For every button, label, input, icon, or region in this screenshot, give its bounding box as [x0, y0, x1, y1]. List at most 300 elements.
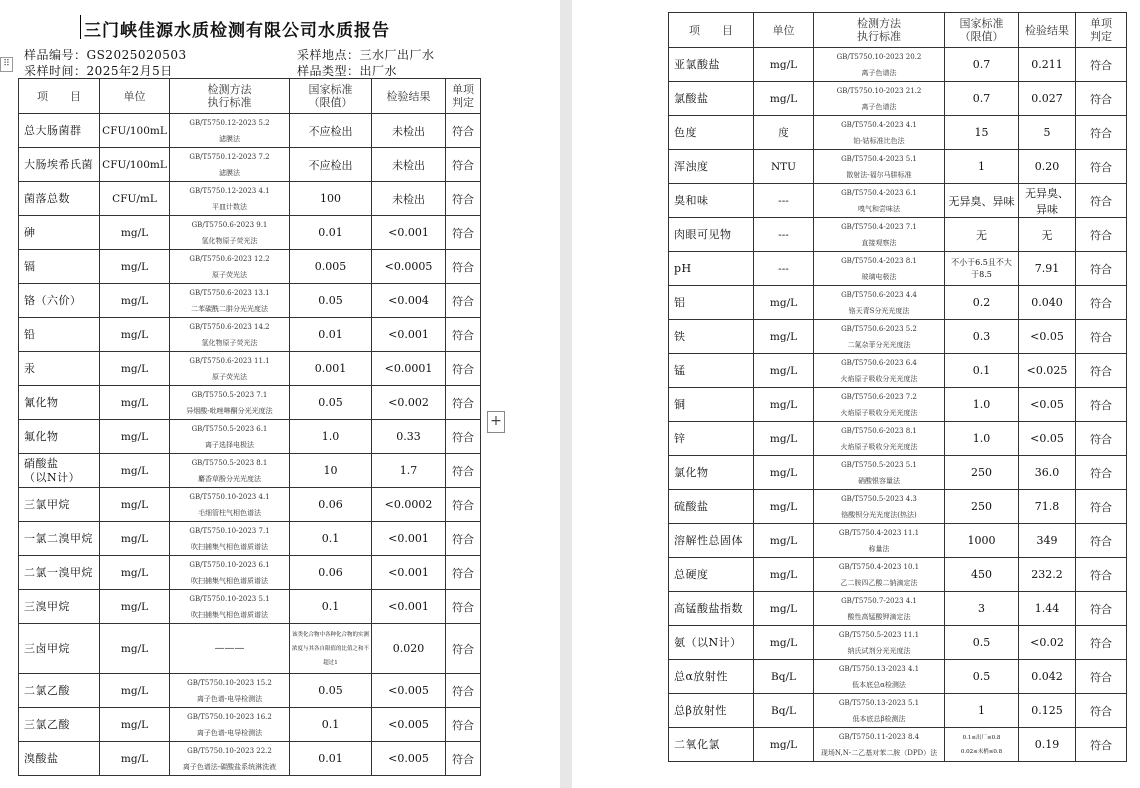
cell-limit: 1.0 [945, 422, 1019, 456]
cell-result: 0.33 [372, 420, 446, 454]
cell-method [814, 660, 945, 694]
cell-limit: 不应检出 [290, 114, 372, 148]
table-row [669, 184, 1127, 218]
sample-place: 采样地点：三水厂出厂水 [297, 48, 435, 62]
cell-limit: 0.7 [945, 82, 1019, 116]
cell-result: <0.05 [1019, 388, 1076, 422]
cell-unit: mg/L [754, 354, 814, 388]
cell-judge: 符合 [1076, 524, 1127, 558]
cell-method [170, 708, 290, 742]
cell-method [814, 626, 945, 660]
cell-result: 0.020 [372, 624, 446, 674]
cell-item: 铬（六价） [19, 284, 100, 318]
cell-judge: 符合 [1076, 184, 1127, 218]
results-table-left [18, 78, 481, 776]
method-standard: GB/T5750.10-2023 21.2 [836, 86, 922, 95]
cell-item: 二氯乙酸 [19, 674, 100, 708]
header-method: 检测方法 执行标准 [814, 13, 945, 48]
method-name: 滤膜法 [219, 168, 240, 177]
table-header-row [19, 79, 481, 114]
cell-judge: 符合 [1076, 660, 1127, 694]
cell-unit: mg/L [754, 320, 814, 354]
method-standard: GB/T5750.5-2023 11.1 [838, 630, 920, 639]
cell-judge: 符合 [1076, 694, 1127, 728]
cell-item: 三氯甲烷 [19, 488, 100, 522]
cell-result: <0.001 [372, 556, 446, 590]
cell-result: <0.001 [372, 522, 446, 556]
method-name: 麝香草酚分光光度法 [198, 474, 261, 483]
method-standard: GB/T5750.4-2023 4.1 [841, 120, 917, 129]
cell-limit: 0.1≤出厂≤0.8 0.02≤末梢≤0.8 [945, 728, 1019, 762]
table-row [669, 48, 1127, 82]
cell-item: 氨（以N计） [669, 626, 754, 660]
method-standard: GB/T5750.4-2023 11.1 [838, 528, 920, 537]
cell-unit: NTU [754, 150, 814, 184]
header-result: 检验结果 [1019, 13, 1076, 48]
cell-result: 无 [1019, 218, 1076, 252]
cell-judge: 符合 [1076, 218, 1127, 252]
cell-limit: 1.0 [945, 388, 1019, 422]
table-row [669, 422, 1127, 456]
method-standard: GB/T5750.5-2023 7.1 [191, 390, 268, 399]
table-row [19, 590, 481, 624]
method-standard: GB/T5750.5-2023 4.3 [841, 494, 917, 503]
cell-unit: Bq/L [754, 694, 814, 728]
header-judge: 单项 判定 [1076, 13, 1127, 48]
cell-limit: 无 [945, 218, 1019, 252]
table-row [19, 250, 481, 284]
cell-limit: 0.06 [290, 556, 372, 590]
cell-judge: 符合 [446, 386, 481, 420]
text-cursor [80, 15, 81, 39]
cell-unit: mg/L [754, 592, 814, 626]
cell-unit: mg/L [100, 674, 170, 708]
table-row [19, 454, 481, 488]
cell-result: <0.05 [1019, 320, 1076, 354]
cell-method [170, 114, 290, 148]
method-name: 低本底总α检测法 [852, 680, 906, 689]
method-name: 氢化物原子荧光法 [201, 338, 258, 347]
table-row [669, 592, 1127, 626]
cell-result: <0.0001 [372, 352, 446, 386]
cell-limit: 0.01 [290, 742, 372, 776]
method-standard: GB/T5750.4-2023 5.1 [841, 154, 917, 163]
cell-item: 总α放射性 [669, 660, 754, 694]
cell-judge: 符合 [1076, 48, 1127, 82]
cell-unit: mg/L [100, 216, 170, 250]
cell-method [170, 318, 290, 352]
cell-unit: mg/L [100, 352, 170, 386]
cell-item: 铅 [19, 318, 100, 352]
cell-item: 硝酸盐 （以N计） [19, 454, 100, 488]
method-standard: GB/T5750.10-2023 16.2 [187, 712, 272, 721]
cell-item: 氟化物 [19, 420, 100, 454]
cell-method [814, 592, 945, 626]
method-standard: GB/T5750.10-2023 5.1 [189, 594, 270, 603]
cell-limit: 该类化合物中各种化合物的实测浓度与其各自限值的比值之和不超过1 [290, 624, 372, 674]
method-name: 二氮杂菲分光光度法 [847, 340, 911, 349]
cell-unit: mg/L [100, 742, 170, 776]
cell-judge: 符合 [1076, 728, 1127, 762]
table-row [19, 624, 481, 674]
method-name: 二苯碳酰二肼分光光度法 [191, 304, 268, 313]
table-move-handle-icon[interactable]: ⠿ [0, 57, 13, 72]
cell-item: pH [669, 252, 754, 286]
cell-result: <0.005 [372, 742, 446, 776]
cell-result: <0.025 [1019, 354, 1076, 388]
method-name: 吹扫捕集气相色谱质谱法 [191, 576, 268, 585]
table-row [669, 354, 1127, 388]
method-name: 离子色谱法-碳酸盐系统淋洗液 [182, 762, 277, 771]
cell-method [814, 558, 945, 592]
header-method: 检测方法 执行标准 [170, 79, 290, 114]
method-standard: GB/T5750.12-2023 7.2 [189, 152, 270, 161]
method-name: 现场N,N-二乙基对苯二胺（DPD）法 [820, 748, 938, 757]
cell-limit: 0.01 [290, 318, 372, 352]
cell-method [814, 116, 945, 150]
cell-item: 亚氯酸盐 [669, 48, 754, 82]
cell-judge: 符合 [446, 674, 481, 708]
cell-item: 镉 [19, 250, 100, 284]
cell-result: <0.0002 [372, 488, 446, 522]
cell-item: 溴酸盐 [19, 742, 100, 776]
cell-unit: mg/L [100, 386, 170, 420]
cell-method [170, 250, 290, 284]
table-row [669, 82, 1127, 116]
cell-limit: 0.1 [290, 708, 372, 742]
cell-result: 1.7 [372, 454, 446, 488]
cell-method [170, 352, 290, 386]
method-standard: GB/T5750.10-2023 15.2 [187, 678, 272, 687]
cell-judge: 符合 [446, 216, 481, 250]
method-standard: GB/T5750.6-2023 6.4 [841, 358, 917, 367]
cell-item: 三溴甲烷 [19, 590, 100, 624]
cell-method [814, 184, 945, 218]
table-header-row [669, 13, 1127, 48]
cell-result: <0.004 [372, 284, 446, 318]
table-row [669, 218, 1127, 252]
table-row [669, 558, 1127, 592]
cell-judge: 符合 [1076, 422, 1127, 456]
method-standard: GB/T5750.12-2023 4.1 [189, 186, 270, 195]
table-row [19, 114, 481, 148]
method-name: 离子色谱-电导检测法 [196, 694, 263, 703]
cell-limit: 0.005 [290, 250, 372, 284]
cell-item: 溶解性总固体 [669, 524, 754, 558]
cell-result: 0.042 [1019, 660, 1076, 694]
cell-item: 铜 [669, 388, 754, 422]
method-name: 原子荧光法 [212, 270, 247, 279]
table-row [19, 674, 481, 708]
cell-limit: 3 [945, 592, 1019, 626]
cell-method [170, 182, 290, 216]
method-standard: GB/T5750.6-2023 4.4 [841, 290, 917, 299]
cell-judge: 符合 [1076, 150, 1127, 184]
cell-limit: 10 [290, 454, 372, 488]
cell-judge: 符合 [446, 556, 481, 590]
cell-method [170, 216, 290, 250]
method-name: 直接观察法 [861, 238, 897, 247]
cell-unit: mg/L [100, 318, 170, 352]
cell-limit: 250 [945, 456, 1019, 490]
cell-result: <0.001 [372, 590, 446, 624]
cell-judge: 符合 [446, 182, 481, 216]
cell-limit: 1 [945, 694, 1019, 728]
cell-unit: mg/L [100, 522, 170, 556]
cell-unit: mg/L [100, 454, 170, 488]
cell-unit: mg/L [754, 48, 814, 82]
table-row [19, 352, 481, 386]
table-row [669, 626, 1127, 660]
method-name: 离子色谱法 [861, 102, 897, 111]
cell-result: 232.2 [1019, 558, 1076, 592]
cell-limit: 0.001 [290, 352, 372, 386]
cell-judge: 符合 [1076, 558, 1127, 592]
cell-method [814, 422, 945, 456]
cell-result: <0.001 [372, 216, 446, 250]
cell-judge: 符合 [446, 420, 481, 454]
cell-item: 氰化物 [19, 386, 100, 420]
cell-method [814, 524, 945, 558]
cell-judge: 符合 [446, 148, 481, 182]
method-standard: GB/T5750.6-2023 14.2 [189, 322, 270, 331]
cell-result: 0.040 [1019, 286, 1076, 320]
header-limit: 国家标准 （限值） [945, 13, 1019, 48]
method-standard: GB/T5750.11-2023 8.4 [838, 732, 920, 741]
method-name: 铬酸钡分光光度法(热法) [841, 510, 917, 519]
method-standard: GB/T5750.4-2023 10.1 [838, 562, 920, 571]
cell-result: 36.0 [1019, 456, 1076, 490]
cell-unit: mg/L [100, 284, 170, 318]
cell-item: 砷 [19, 216, 100, 250]
table-row [669, 116, 1127, 150]
header-result: 检验结果 [372, 79, 446, 114]
method-name: 火焰原子吸收分光光度法 [840, 408, 918, 417]
cell-item: 一氯二溴甲烷 [19, 522, 100, 556]
cell-method [814, 354, 945, 388]
cell-limit: 0.3 [945, 320, 1019, 354]
add-row-button[interactable]: + [487, 411, 505, 433]
cell-result: 0.125 [1019, 694, 1076, 728]
method-name: 氢化物原子荧光法 [201, 236, 258, 245]
method-standard: GB/T5750.6-2023 7.2 [841, 392, 917, 401]
method-name: 离子选择电极法 [205, 440, 254, 449]
cell-limit: 100 [290, 182, 372, 216]
cell-unit: mg/L [754, 422, 814, 456]
cell-result: 未检出 [372, 114, 446, 148]
table-row [669, 490, 1127, 524]
header-unit: 单位 [100, 79, 170, 114]
cell-limit: 250 [945, 490, 1019, 524]
cell-method [170, 590, 290, 624]
cell-judge: 符合 [1076, 354, 1127, 388]
cell-judge: 符合 [1076, 320, 1127, 354]
method-name: 毛细管柱气相色谱法 [198, 508, 261, 517]
method-standard: GB/T5750.10-2023 20.2 [836, 52, 922, 61]
cell-result: 0.027 [1019, 82, 1076, 116]
method-name: 异烟酸-吡唑啉酮分光光度法 [186, 406, 273, 415]
cell-item: 二氧化氯 [669, 728, 754, 762]
cell-method [814, 320, 945, 354]
cell-result: <0.005 [372, 674, 446, 708]
method-standard: GB/T5750.5-2023 5.1 [841, 460, 917, 469]
method-name: 吹扫捕集气相色谱质谱法 [191, 542, 268, 551]
sample-time: 采样时间：2025年2月5日 [24, 64, 173, 78]
table-row [669, 694, 1127, 728]
cell-unit: mg/L [100, 250, 170, 284]
table-row [19, 386, 481, 420]
cell-limit: 450 [945, 558, 1019, 592]
method-name: 散射法-福尔马肼标准 [846, 170, 912, 179]
cell-judge: 符合 [1076, 626, 1127, 660]
cell-limit: 0.05 [290, 386, 372, 420]
table-row [19, 522, 481, 556]
cell-unit: mg/L [754, 558, 814, 592]
method-standard: GB/T5750.10-2023 4.1 [189, 492, 270, 501]
cell-unit: mg/L [754, 728, 814, 762]
cell-method [814, 456, 945, 490]
cell-result: 1.44 [1019, 592, 1076, 626]
cell-judge: 符合 [1076, 388, 1127, 422]
table-row [19, 148, 481, 182]
cell-limit: 不应检出 [290, 148, 372, 182]
cell-judge: 符合 [446, 522, 481, 556]
cell-unit: mg/L [754, 82, 814, 116]
method-name: 硝酸银容量法 [858, 476, 900, 485]
cell-item: 总大肠菌群 [19, 114, 100, 148]
method-standard: GB/T5750.5-2023 8.1 [191, 458, 268, 467]
cell-result: 未检出 [372, 182, 446, 216]
cell-result: <0.05 [1019, 422, 1076, 456]
table-row [19, 216, 481, 250]
cell-result: 5 [1019, 116, 1076, 150]
cell-method [170, 454, 290, 488]
cell-unit: CFU/100mL [100, 148, 170, 182]
cell-judge: 符合 [446, 250, 481, 284]
cell-method [814, 48, 945, 82]
cell-limit: 1 [945, 150, 1019, 184]
method-standard: GB/T5750.4-2023 8.1 [841, 256, 917, 265]
cell-judge: 符合 [1076, 286, 1127, 320]
results-table-right [668, 12, 1127, 762]
cell-method [170, 674, 290, 708]
table-row [19, 318, 481, 352]
cell-limit: 0.05 [290, 674, 372, 708]
cell-method [814, 388, 945, 422]
cell-unit: CFU/mL [100, 182, 170, 216]
table-row [19, 182, 481, 216]
cell-item: 汞 [19, 352, 100, 386]
cell-judge: 符合 [446, 284, 481, 318]
cell-item: 大肠埃希氏菌 [19, 148, 100, 182]
cell-method [170, 148, 290, 182]
cell-item: 肉眼可见物 [669, 218, 754, 252]
header-unit: 单位 [754, 13, 814, 48]
cell-unit: mg/L [754, 626, 814, 660]
cell-result: <0.001 [372, 318, 446, 352]
cell-limit: 无异臭、异味 [945, 184, 1019, 218]
method-standard: GB/T5750.6-2023 8.1 [841, 426, 917, 435]
cell-result: 349 [1019, 524, 1076, 558]
method-name: 吹扫捕集气相色谱质谱法 [191, 610, 268, 619]
cell-item: 铝 [669, 286, 754, 320]
cell-result: <0.0005 [372, 250, 446, 284]
cell-unit: mg/L [754, 456, 814, 490]
table-row [19, 284, 481, 318]
method-name: 称量法 [868, 544, 890, 553]
method-standard: GB/T5750.7-2023 4.1 [841, 596, 917, 605]
cell-judge: 符合 [1076, 592, 1127, 626]
table-row [669, 524, 1127, 558]
cell-method [170, 522, 290, 556]
header-judge: 单项 判定 [446, 79, 481, 114]
cell-result: <0.005 [372, 708, 446, 742]
cell-method [814, 82, 945, 116]
cell-judge: 符合 [446, 590, 481, 624]
report-title: 三门峡佳源水质检测有限公司水质报告 [84, 21, 390, 41]
cell-unit: --- [754, 218, 814, 252]
table-row [19, 420, 481, 454]
method-standard: GB/T5750.10-2023 6.1 [189, 560, 270, 569]
method-name: 铬天青S分光光度法 [848, 306, 910, 315]
cell-method [814, 218, 945, 252]
cell-result: <0.02 [1019, 626, 1076, 660]
cell-unit: CFU/100mL [100, 114, 170, 148]
method-name: 火焰原子吸收分光光度法 [840, 442, 918, 451]
method-name: 玻璃电极法 [861, 272, 897, 281]
cell-item: 总硬度 [669, 558, 754, 592]
method-name: 平皿计数法 [212, 202, 247, 211]
cell-method [814, 150, 945, 184]
cell-limit: 15 [945, 116, 1019, 150]
cell-unit: mg/L [100, 556, 170, 590]
method-name: 嗅气和尝味法 [858, 204, 900, 213]
cell-judge: 符合 [1076, 456, 1127, 490]
cell-result: 7.91 [1019, 252, 1076, 286]
cell-limit: 0.01 [290, 216, 372, 250]
table-row [669, 252, 1127, 286]
cell-judge: 符合 [446, 352, 481, 386]
method-standard: GB/T5750.12-2023 5.2 [189, 118, 270, 127]
cell-method [170, 284, 290, 318]
cell-unit: --- [754, 184, 814, 218]
cell-unit: mg/L [100, 590, 170, 624]
method-standard: GB/T5750.10-2023 7.1 [189, 526, 270, 535]
method-standard: GB/T5750.4-2023 6.1 [841, 188, 917, 197]
cell-judge: 符合 [1076, 116, 1127, 150]
cell-judge: 符合 [446, 708, 481, 742]
sample-number: 样品编号：GS2025020503 [24, 48, 187, 62]
cell-item: 氯化物 [669, 456, 754, 490]
method-standard: GB/T5750.6-2023 11.1 [189, 356, 270, 365]
cell-unit: mg/L [100, 420, 170, 454]
cell-method: ——— [170, 624, 290, 674]
cell-item: 臭和味 [669, 184, 754, 218]
method-name: 滤膜法 [219, 134, 240, 143]
cell-method [814, 286, 945, 320]
cell-judge: 符合 [1076, 82, 1127, 116]
sample-type: 样品类型：出厂水 [297, 64, 398, 78]
cell-unit: mg/L [754, 286, 814, 320]
table-row [669, 660, 1127, 694]
method-name: 原子荧光法 [212, 372, 247, 381]
cell-limit: 0.5 [945, 660, 1019, 694]
cell-judge: 符合 [1076, 490, 1127, 524]
cell-method [170, 488, 290, 522]
cell-item: 锌 [669, 422, 754, 456]
cell-item: 色度 [669, 116, 754, 150]
cell-unit: Bq/L [754, 660, 814, 694]
